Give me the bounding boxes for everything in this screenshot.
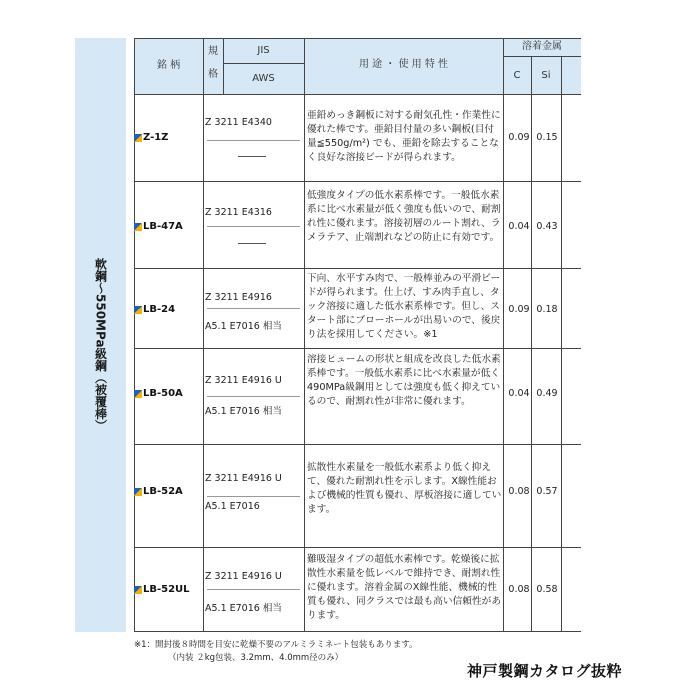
brand-name: LB-24 xyxy=(143,304,176,315)
category-label-text: 軟鋼～550MPa級鋼（被覆棒） xyxy=(93,258,108,432)
usage-text: 低強度タイプの低水素系棒です。一般低水素系に比べ水素量が低く強度も低いので、耐割れ性に優れます。溶接初層のルート割れ、ラメラテア、止端割れなどの防止に有効です。 xyxy=(307,190,501,243)
aws-spec: A5.1 E7016 相当 xyxy=(205,321,282,332)
jis-spec: Z 3211 E4916 U xyxy=(205,375,282,386)
usage-text: 下向、水平すみ肉で、一般棒並みの平滑ビードが得られます。仕上げ、すみ肉手直し、タック溶接に適した低水素系棒です。但し、スタート部にブローホールが出易いので、後戻り法を採用してください。※1 xyxy=(307,273,501,340)
brand-name: LB-52A xyxy=(143,486,183,497)
footnote-2: （内装 ２kg包装、3.2mm、4.0mm径のみ） xyxy=(168,653,344,663)
si-value: 0.57 xyxy=(536,486,558,497)
brand-name: Z-1Z xyxy=(143,132,169,143)
header-deposited-metal: 溶着金属 xyxy=(522,41,562,52)
brand-mark-icon xyxy=(134,390,142,398)
header-si: Si xyxy=(541,70,551,81)
footnote-1: ※1：開封後８時間を目安に乾燥不要のアルミラミネート包装もあります。 xyxy=(134,640,418,650)
aws-none-dash xyxy=(238,156,266,157)
jis-spec: Z 3211 E4916 xyxy=(205,292,272,303)
table-row xyxy=(134,268,581,348)
usage-text: 亜鉛めっき鋼板に対する耐気孔性・作業性に優れた棒です。亜鉛目付量の多い鋼板(目付量≦550g/m²) でも、亜鉛を除去することなく良好な溶接ビードが得られます。 xyxy=(307,110,501,163)
header-spec-top: 規 xyxy=(208,46,218,57)
header-aws: AWS xyxy=(252,73,275,84)
jis-spec: Z 3211 E4916 U xyxy=(205,571,282,582)
table-row xyxy=(134,547,581,632)
si-value: 0.49 xyxy=(536,388,558,399)
aws-spec: A5.1 E7016 相当 xyxy=(205,406,282,417)
c-value: 0.08 xyxy=(508,486,530,497)
header-use: 用 途 ・ 使 用 特 性 xyxy=(358,59,449,70)
brand-name: LB-47A xyxy=(143,221,183,232)
si-value: 0.58 xyxy=(536,584,558,595)
header-spec-bottom: 格 xyxy=(208,69,218,80)
header-brand: 銘 柄 xyxy=(156,60,181,71)
brand-mark-icon xyxy=(134,306,142,314)
brand-cell xyxy=(134,584,190,595)
usage-text: 溶接ヒュームの形状と組成を改良した低水素系棒です。一般低水素系に比べ水素量が低く490MPa級鋼用としては強度も低く抑えているので、耐割れ性が非常に優れます。 xyxy=(307,354,501,407)
brand-mark-icon xyxy=(134,223,142,231)
brand-cell xyxy=(134,221,183,232)
brand-cell xyxy=(134,132,168,143)
brand-mark-icon xyxy=(134,134,142,142)
table-row xyxy=(134,444,581,547)
brand-cell xyxy=(134,486,183,497)
usage-text: 拡散性水素量を一般低水素系より低く抑えて、優れた耐割れ性を示します。X線性能および機械的性質も優れ、厚板溶接に適しています。 xyxy=(307,462,502,515)
c-value: 0.09 xyxy=(508,132,530,143)
brand-cell xyxy=(134,388,183,399)
aws-spec: A5.1 E7016 相当 xyxy=(205,603,282,614)
c-value: 0.09 xyxy=(508,304,530,315)
brand-cell xyxy=(134,304,175,315)
jis-spec: Z 3211 E4316 xyxy=(205,207,272,218)
si-value: 0.43 xyxy=(536,221,558,232)
c-value: 0.04 xyxy=(508,221,530,232)
table-row xyxy=(134,348,581,444)
table-row xyxy=(134,181,581,268)
header-c: C xyxy=(513,70,521,81)
table-row xyxy=(134,94,581,181)
brand-name: LB-50A xyxy=(143,388,183,399)
brand-name: LB-52UL xyxy=(143,584,190,595)
aws-spec: A5.1 E7016 xyxy=(205,501,260,512)
si-value: 0.18 xyxy=(536,304,558,315)
brand-mark-icon xyxy=(134,488,142,496)
header-jis: JIS xyxy=(257,45,270,56)
jis-spec: Z 3211 E4340 xyxy=(205,117,272,128)
si-value: 0.15 xyxy=(536,132,558,143)
c-value: 0.04 xyxy=(508,388,530,399)
caption: 神戸製鋼カタログ抜粋 xyxy=(467,662,623,680)
usage-text: 難吸湿タイプの超低水素棒です。乾燥後に拡散性水素量を低レベルで維持でき、耐割れ性に優れます。溶着金属のX線性能、機械的性質も優れ、同クラスでは最も高い信頼性があります。 xyxy=(307,554,502,621)
jis-spec: Z 3211 E4916 U xyxy=(205,473,282,484)
c-value: 0.08 xyxy=(508,584,530,595)
brand-mark-icon xyxy=(134,586,142,594)
aws-none-dash xyxy=(238,243,266,244)
